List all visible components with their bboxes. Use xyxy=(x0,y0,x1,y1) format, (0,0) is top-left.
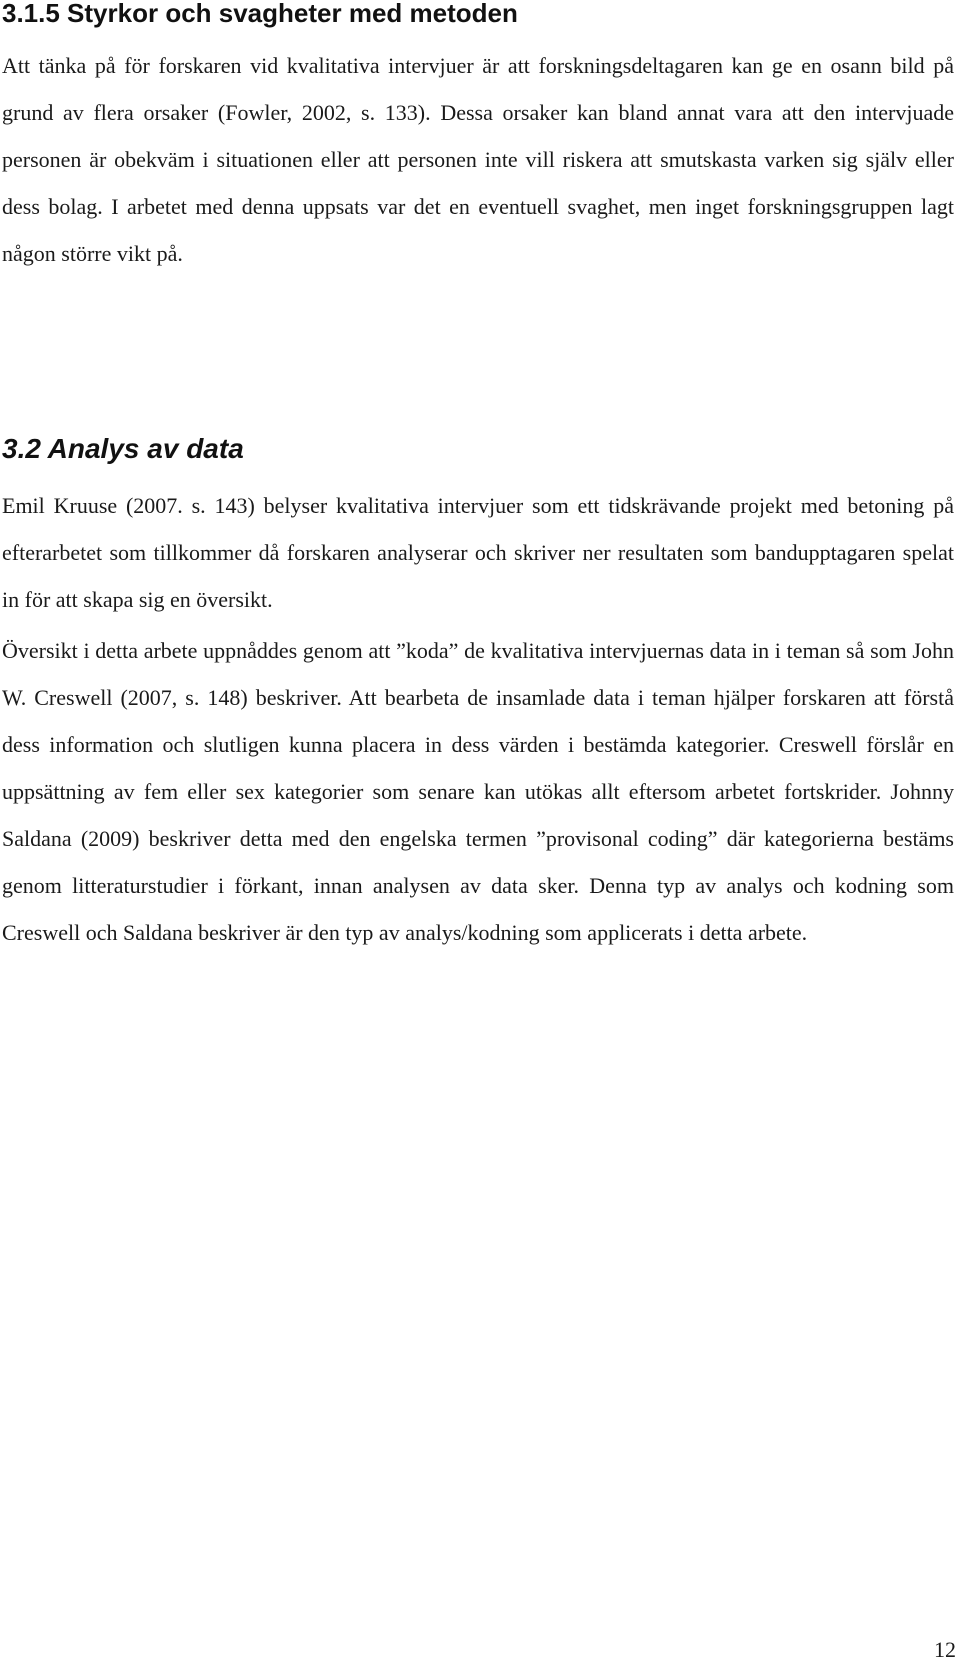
section-heading-analys-av-data: 3.2 Analys av data xyxy=(2,433,244,464)
page-number: 12 xyxy=(934,1637,956,1662)
section-heading-styrkor-svagheter: 3.1.5 Styrkor och svagheter med metoden xyxy=(2,0,518,28)
paragraph-analys-intro: Emil Kruuse (2007. s. 143) belyser kvalitativa intervjuer som ett tidskrävande projekt med betoning på efterarbetet som tillkommer då forskaren analyserar och skriver ner resultaten som bandupptagaren spelat in för att skapa sig en översikt. xyxy=(2,493,954,612)
paragraph-analys-kodning: Översikt i detta arbete uppnåddes genom att ”koda” de kvalitativa intervjuernas data in i teman så som John W. Creswell (2007, s. 148) beskriver. Att bearbeta de insamlade data i teman hjälper forskaren att förstå dess information och slutligen kunna placera in dess värden i bestämda kategorier. Creswell förslår en uppsättning av fem eller sex kategorier som senare kan utökas allt eftersom arbetet fortskrider. Johnny Saldana (2009) beskriver detta med den engelska termen ”provisonal coding” där kategorierna bestäms genom litteraturstudier i förkant, innan analysen av data sker. Denna typ av analys och kodning som Creswell och Saldana beskriver är den typ av analys/kodning som applicerats i detta arbete. xyxy=(2,638,954,945)
paragraph-styrkor-svagheter: Att tänka på för forskaren vid kvalitativa intervjuer är att forskningsdeltagaren kan ge en osann bild på grund av flera orsaker (Fowler, 2002, s. 133). Dessa orsaker kan bland annat vara att den intervjuade personen är obekväm i situationen eller att personen inte vill riskera att smutskasta varken sig själv eller dess bolag. I arbetet med denna uppsats var det en eventuell svaghet, men inget forskningsgruppen lagt någon större vikt på. xyxy=(2,53,954,266)
